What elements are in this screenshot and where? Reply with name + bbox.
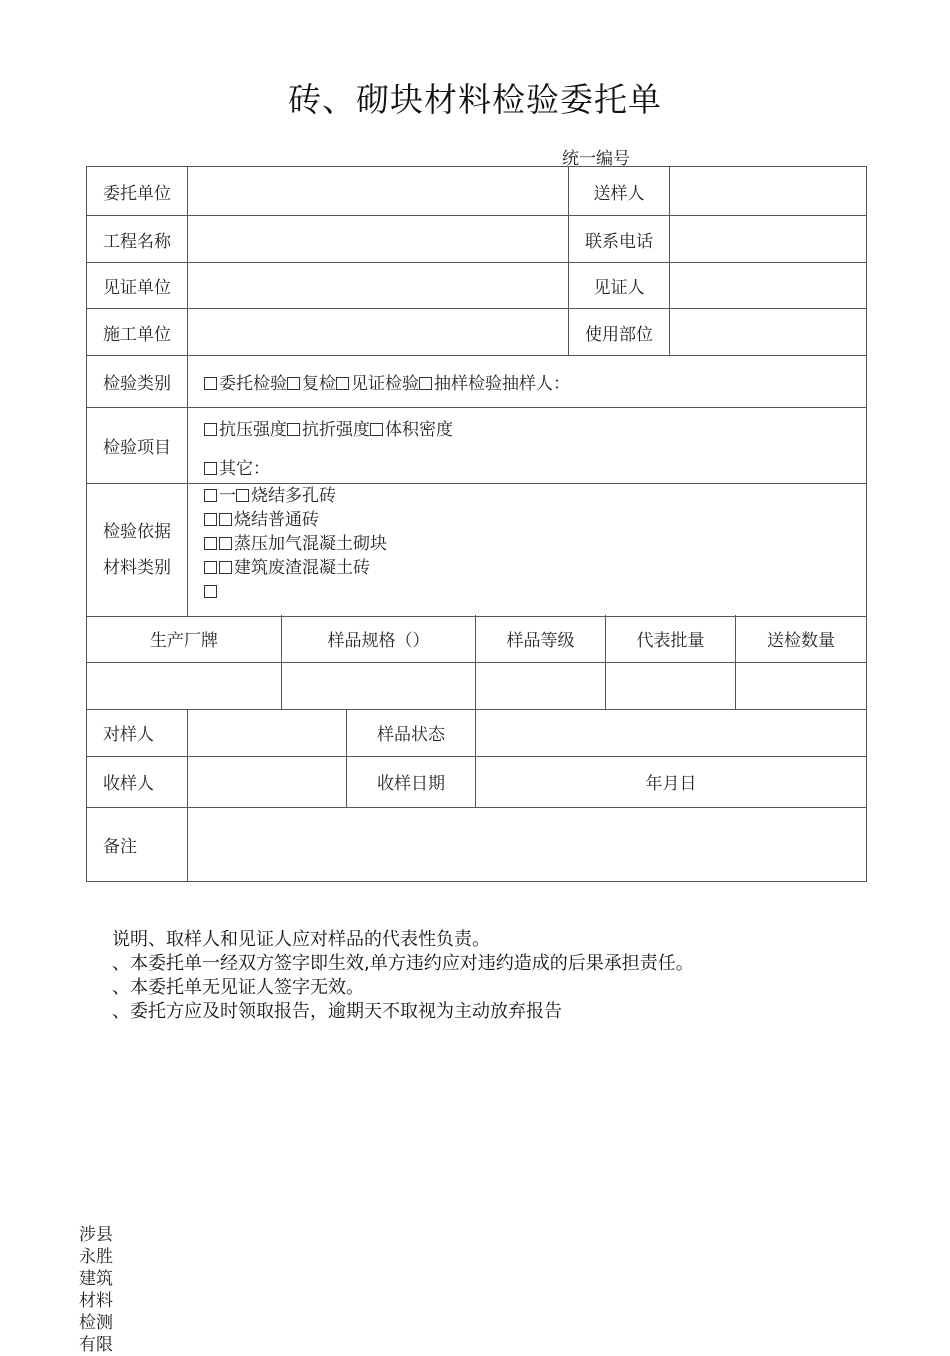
witness-label: 见证人 xyxy=(569,263,670,309)
header-quantity: 送检数量 xyxy=(736,615,867,662)
checkbox-icon[interactable] xyxy=(204,513,217,526)
checkbox-icon[interactable] xyxy=(336,377,349,390)
inspection-type-row xyxy=(87,356,867,408)
material-waste-brick: 建筑废渣混凝土砖 xyxy=(234,558,370,578)
inspection-type-options xyxy=(188,356,867,408)
quantity-field[interactable] xyxy=(736,662,867,709)
construction-unit-label: 施工单位 xyxy=(87,309,188,356)
receiver-label: 收样人 xyxy=(87,756,188,807)
use-part-label: 使用部位 xyxy=(569,309,670,356)
checkbox-icon[interactable] xyxy=(204,585,217,598)
checker-label: 对样人 xyxy=(87,709,188,756)
checkbox-icon[interactable] xyxy=(219,537,232,550)
remarks-field[interactable] xyxy=(188,807,867,881)
receive-date-label: 收样日期 xyxy=(347,756,476,807)
checkbox-icon[interactable] xyxy=(204,489,217,502)
sample-header-row xyxy=(87,615,867,662)
project-name-label: 工程名称 xyxy=(87,216,188,263)
item-flexural: 抗折强度 xyxy=(302,420,370,440)
receive-date-field[interactable]: 年月日 xyxy=(476,756,867,807)
company-name-vertical xyxy=(79,1224,113,1356)
checkbox-icon[interactable] xyxy=(219,561,232,574)
footer-line: 永胜 xyxy=(79,1247,113,1267)
sample-state-field[interactable] xyxy=(476,709,867,756)
witness-unit-field[interactable] xyxy=(188,263,569,309)
checkbox-icon[interactable] xyxy=(204,561,217,574)
witness-field[interactable] xyxy=(670,263,867,309)
inspection-type-label: 检验类别 xyxy=(87,356,188,408)
note-line: 、委托方应及时领取报告，逾期天不取视为主动放弃报告 xyxy=(112,1001,562,1022)
footer-line: 检测 xyxy=(79,1313,113,1333)
serial-number-label: 统一编号 xyxy=(562,149,630,169)
receiver-field[interactable] xyxy=(188,756,347,807)
checkbox-icon[interactable] xyxy=(204,537,217,550)
batch-field[interactable] xyxy=(606,662,736,709)
table-row xyxy=(87,263,867,309)
inspection-items-options xyxy=(188,408,867,484)
material-aerated-block: 蒸压加气混凝土砌块 xyxy=(234,534,387,554)
note-line: 说明、取样人和见证人应对样品的代表性负责。 xyxy=(112,929,490,950)
phone-label: 联系电话 xyxy=(569,216,670,263)
table-row xyxy=(87,807,867,881)
option-commission: 委托检验 xyxy=(219,374,287,394)
checker-field[interactable] xyxy=(188,709,347,756)
phone-field[interactable] xyxy=(670,216,867,263)
material-perforated-brick: 烧结多孔砖 xyxy=(251,486,336,506)
document-title: 砖、砌块材料检验委托单 xyxy=(288,80,662,119)
option-sampling: 抽样检验抽样人： xyxy=(434,374,570,394)
checkbox-icon[interactable] xyxy=(236,489,249,502)
checkbox-icon[interactable] xyxy=(204,377,217,390)
material-type-options xyxy=(188,484,867,617)
material-solid-brick: 烧结普通砖 xyxy=(234,510,319,530)
footer-line: 有限 xyxy=(79,1335,113,1355)
header-grade: 样品等级 xyxy=(476,615,606,662)
project-name-field[interactable] xyxy=(188,216,569,263)
footer-line: 涉县 xyxy=(79,1225,113,1245)
footer-line: 材料 xyxy=(79,1291,113,1311)
table-row xyxy=(87,709,867,756)
item-density: 体积密度 xyxy=(385,420,453,440)
header-brand: 生产厂牌 xyxy=(87,615,282,662)
note-line: 、本委托单无见证人签字无效。 xyxy=(112,977,364,998)
receipt-table xyxy=(86,709,867,882)
checkbox-icon[interactable] xyxy=(287,423,300,436)
client-unit-label: 委托单位 xyxy=(87,167,188,216)
checkbox-icon[interactable] xyxy=(204,462,217,475)
table-row xyxy=(87,309,867,356)
spec-field[interactable] xyxy=(282,662,476,709)
table-row xyxy=(87,756,867,807)
construction-unit-field[interactable] xyxy=(188,309,569,356)
notes xyxy=(112,928,694,1024)
material-type-label: 材料类别 xyxy=(103,558,171,578)
checkbox-icon[interactable] xyxy=(419,377,432,390)
witness-unit-label: 见证单位 xyxy=(87,263,188,309)
table-row xyxy=(87,216,867,263)
sample-table xyxy=(86,615,867,710)
basis-row xyxy=(87,484,867,617)
checkbox-icon[interactable] xyxy=(219,513,232,526)
option-witness: 见证检验 xyxy=(351,374,419,394)
use-part-field[interactable] xyxy=(670,309,867,356)
basis-label: 检验依据 xyxy=(103,522,171,542)
header-spec: 样品规格（） xyxy=(282,615,476,662)
checkbox-icon[interactable] xyxy=(370,423,383,436)
sample-state-label: 样品状态 xyxy=(347,709,476,756)
material-prefix: 一 xyxy=(219,486,236,506)
item-compressive: 抗压强度 xyxy=(219,420,287,440)
header-batch: 代表批量 xyxy=(606,615,736,662)
sender-label: 送样人 xyxy=(569,167,670,216)
grade-field[interactable] xyxy=(476,662,606,709)
sender-field[interactable] xyxy=(670,167,867,216)
checkbox-icon[interactable] xyxy=(287,377,300,390)
inspection-items-label: 检验项目 xyxy=(87,408,188,484)
remarks-label: 备注 xyxy=(87,807,188,881)
info-table xyxy=(86,166,867,617)
table-row xyxy=(87,167,867,216)
checkbox-icon[interactable] xyxy=(204,423,217,436)
inspection-items-row xyxy=(87,408,867,484)
option-recheck: 复检 xyxy=(302,374,336,394)
note-line: 、本委托单一经双方签字即生效,单方违约应对违约造成的后果承担责任。 xyxy=(112,953,694,974)
basis-labels xyxy=(87,484,188,617)
sample-value-row xyxy=(87,662,867,709)
footer-line: 建筑 xyxy=(79,1269,113,1289)
client-unit-field[interactable] xyxy=(188,167,569,216)
brand-field[interactable] xyxy=(87,662,282,709)
item-other: 其它： xyxy=(219,459,270,479)
